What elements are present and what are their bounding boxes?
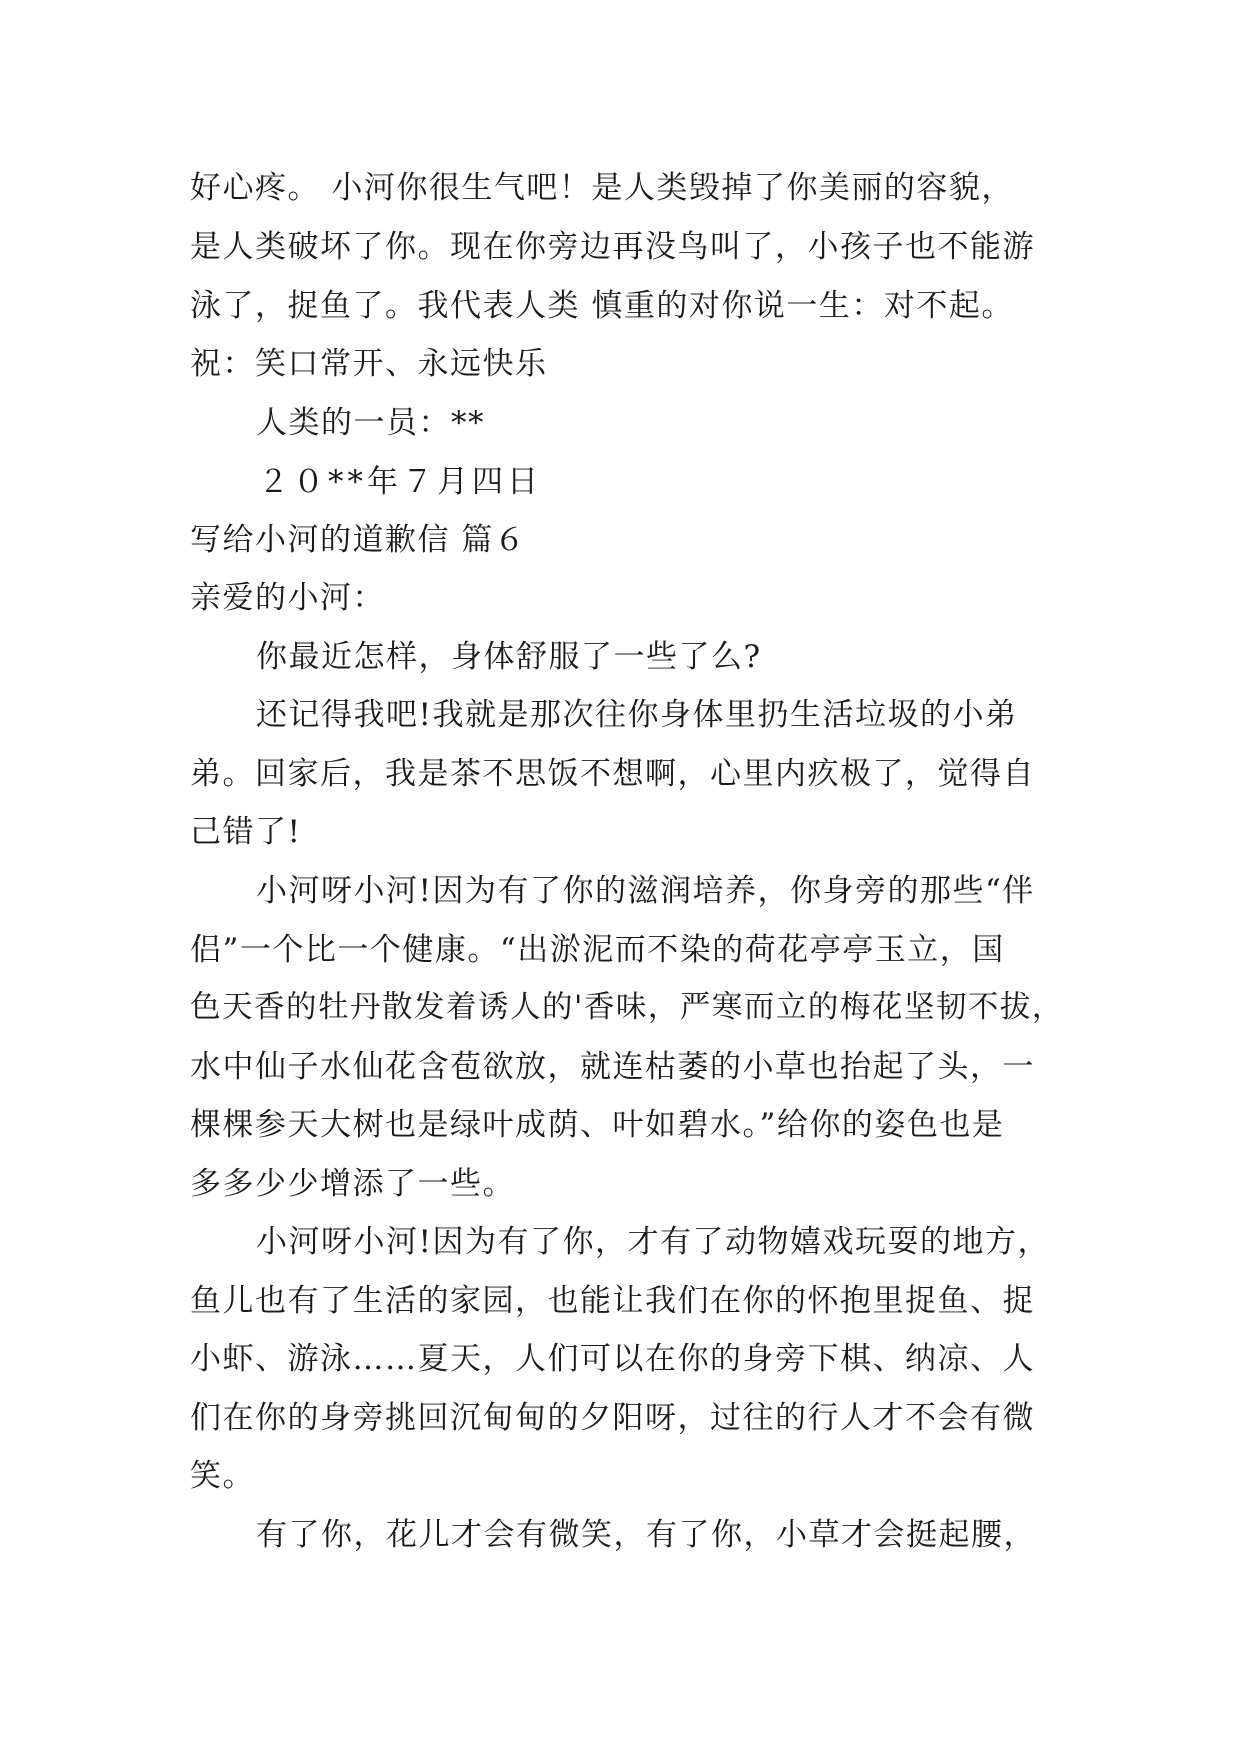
- paragraph-line: 有了你，花儿才会有微笑，有了你，小草才会挺起腰，: [256, 1517, 1036, 1553]
- paragraph-line: 弟。回家后，我是茶不思饭不想啊，心里内疚极了，觉得自: [190, 756, 1035, 792]
- paragraph-line: 笑。: [190, 1458, 255, 1494]
- paragraph-line: 侣”一个比一个健康。“出淤泥而不染的荷花亭亭玉立，国: [190, 932, 1005, 968]
- paragraph-line: 小河呀小河!因为有了你的滋润培养，你身旁的那些“伴: [256, 873, 1035, 909]
- paragraph-line: 鱼儿也有了生活的家园，也能让我们在你的怀抱里捉鱼、捉: [190, 1283, 1035, 1319]
- signature: 人类的一员：**: [256, 405, 485, 441]
- paragraph-line: 小虾、游泳……夏天，人们可以在你的身旁下棋、纳凉、人: [190, 1341, 1035, 1377]
- paragraph-line: 们在你的身旁挑回沉甸甸的夕阳呀，过往的行人才不会有微: [190, 1400, 1035, 1436]
- paragraph-line: 还记得我吧!我就是那次往你身体里扔生活垃圾的小弟: [256, 697, 1018, 733]
- section-heading: 写给小河的道歉信 篇６: [190, 522, 527, 558]
- paragraph-line: 己错了!: [190, 814, 302, 850]
- paragraph-line: 好心疼。 小河你很生气吧！是人类毁掉了你美丽的容貌，: [190, 170, 1014, 206]
- paragraph-line: 小河呀小河!因为有了你，才有了动物嬉戏玩耍的地方，: [256, 1224, 1050, 1260]
- closing-wish: 祝：笑口常开、永远快乐: [190, 346, 548, 382]
- paragraph-line: 是人类破坏了你。现在你旁边再没鸟叫了，小孩子也不能游: [190, 229, 1035, 265]
- letter-date: ２０**年７月四日: [258, 464, 542, 500]
- paragraph-line: 色天香的牡丹散发着诱人的'香味，严寒而立的梅花坚韧不拔，: [190, 990, 1064, 1025]
- paragraph-line: 泳了，捉鱼了。我代表人类 慎重的对你说一生：对不起。: [190, 288, 1014, 324]
- paragraph-line: 多多少少增添了一些。: [190, 1166, 515, 1202]
- paragraph-line: 你最近怎样，身体舒服了一些了么?: [256, 639, 762, 675]
- paragraph-line: 水中仙子水仙花含苞欲放，就连枯萎的小草也抬起了头，一: [190, 1049, 1035, 1085]
- paragraph-line: 棵棵参天大树也是绿叶成荫、叶如碧水。”给你的姿色也是: [190, 1107, 1005, 1143]
- salutation: 亲爱的小河：: [190, 580, 385, 616]
